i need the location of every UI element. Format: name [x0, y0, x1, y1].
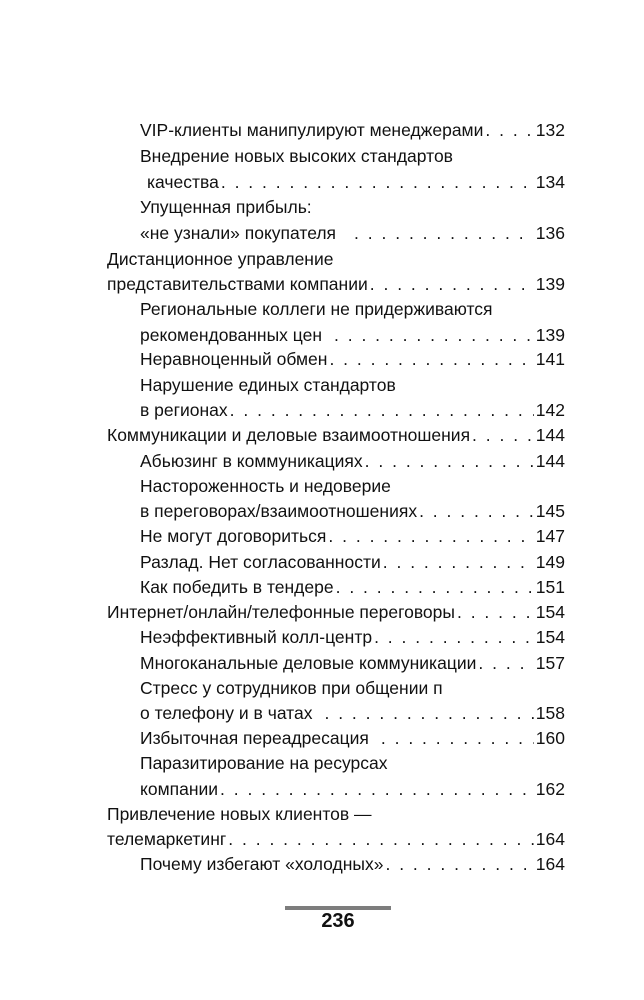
toc-entry-page: 158 [535, 703, 565, 723]
toc-entry-page: 134 [535, 172, 565, 192]
dot-leader [328, 524, 533, 548]
toc-entry-title: Паразитирование на ресурсах [140, 753, 388, 773]
toc-entry-page: 151 [535, 577, 565, 597]
toc-section-title-cont: представительствами компании [107, 274, 368, 294]
toc-section-title-cont: телемаркетинг [107, 829, 227, 849]
dot-leader [381, 726, 534, 750]
toc-entry-title-cont: в регионах [140, 400, 228, 420]
toc-entry-page: 145 [535, 501, 565, 521]
page-number: 236 [321, 910, 355, 932]
toc-section-title: Интернет/онлайн/телефонные переговоры [107, 602, 455, 622]
dot-leader [419, 499, 534, 523]
toc-entry-page: 164 [535, 854, 565, 874]
toc-entry [140, 575, 565, 599]
dot-leader [354, 221, 534, 245]
dot-leader [374, 625, 534, 649]
dot-leader [485, 118, 533, 142]
dot-leader [385, 852, 533, 876]
toc-entry-title: Избыточная переадресация [140, 728, 369, 748]
toc-section-title: Привлечение новых клиентов — [107, 804, 372, 824]
toc-entry-page: 157 [535, 653, 565, 673]
dot-leader [230, 398, 534, 422]
toc-entry-title: Многоканальные деловые коммуникации [140, 653, 477, 673]
toc-entry-page: 139 [535, 325, 565, 345]
toc-entry [140, 550, 565, 574]
dot-leader [334, 323, 534, 347]
toc-section-page: 144 [535, 425, 565, 445]
dot-leader [324, 701, 533, 725]
toc-section-page: 154 [535, 602, 565, 622]
toc-entry [140, 323, 565, 347]
toc-entry-title: Как победить в тендере [140, 577, 334, 597]
dot-leader [228, 827, 534, 851]
toc-entry [140, 347, 565, 371]
toc-entry-title: Упущенная прибыль: [140, 197, 312, 217]
toc-entry-page: 154 [535, 627, 565, 647]
toc-entry-title: Неэффективный колл-центр [140, 627, 373, 647]
toc-entry-title: Региональные коллеги не придерживаются [140, 299, 493, 319]
toc-entry [140, 777, 565, 801]
toc-entry [140, 852, 565, 876]
toc-section-page: 164 [535, 829, 565, 849]
toc-entry [140, 221, 565, 245]
toc-entry [140, 726, 565, 750]
toc-entry [140, 449, 565, 473]
dot-leader [457, 600, 534, 624]
toc-entry-title: Настороженность и недоверие [140, 476, 391, 496]
toc-entry-page: 144 [535, 451, 565, 471]
toc-entry-title-cont: в переговорах/взаимоотношениях [140, 501, 418, 521]
toc-section-title: Дистанционное управление [107, 249, 334, 269]
toc-entry [140, 701, 565, 725]
toc-entry-title: VIP-клиенты манипулируют менеджерами [140, 120, 484, 140]
dot-leader [472, 423, 534, 447]
toc-entry-title: Стресс у сотрудников при общении п [140, 678, 443, 698]
toc-entry-page: 132 [535, 120, 565, 140]
toc-entry-title-cont: компании [140, 779, 219, 799]
toc-entry-title: Внедрение новых высоких стандартов [140, 146, 453, 166]
dot-leader [221, 170, 534, 194]
toc-entry-page: 162 [535, 779, 565, 799]
toc-section [107, 423, 565, 447]
toc-entry-title: Абьюзинг в коммуникациях [140, 451, 363, 471]
toc-entry-title: Нарушение единых стандартов [140, 375, 396, 395]
toc-entry [140, 118, 565, 142]
toc-section [107, 600, 565, 624]
toc-entry-title: Неравноценный обмен [140, 349, 328, 369]
toc-entry [140, 651, 565, 675]
dot-leader [336, 575, 534, 599]
toc-entry-title: Разлад. Нет согласованности [140, 552, 381, 572]
toc-section [107, 272, 565, 296]
toc-entry-title-cont: о телефону и в чатах [140, 703, 313, 723]
toc-entry-page: 147 [535, 526, 565, 546]
dot-leader [478, 651, 533, 675]
dot-leader [329, 347, 533, 371]
toc-entry-title-cont: качества [147, 172, 219, 192]
dot-leader [365, 449, 534, 473]
toc-entry [140, 398, 565, 422]
toc-entry [140, 524, 565, 548]
toc-entry-title: Не могут договориться [140, 526, 327, 546]
toc-entry-page: 142 [535, 400, 565, 420]
dot-leader [370, 272, 534, 296]
toc-entry-title-cont: рекомендованных цен [140, 325, 322, 345]
dot-leader [220, 777, 534, 801]
toc-entry-page: 149 [535, 552, 565, 572]
toc-entry-title-cont: «не узнали» покупателя [140, 223, 337, 243]
toc-entry [147, 170, 565, 194]
toc-section-title: Коммуникации и деловые взаимоотношения [107, 425, 471, 445]
toc-entry [140, 499, 565, 523]
toc-section [107, 827, 565, 851]
toc-entry-page: 136 [535, 223, 565, 243]
toc-section-page: 139 [535, 274, 565, 294]
toc-entry-page: 141 [535, 349, 565, 369]
toc-entry-page: 160 [535, 728, 565, 748]
toc-entry [140, 625, 565, 649]
dot-leader [383, 550, 534, 574]
toc-entry-title: Почему избегают «холодных» [140, 854, 384, 874]
